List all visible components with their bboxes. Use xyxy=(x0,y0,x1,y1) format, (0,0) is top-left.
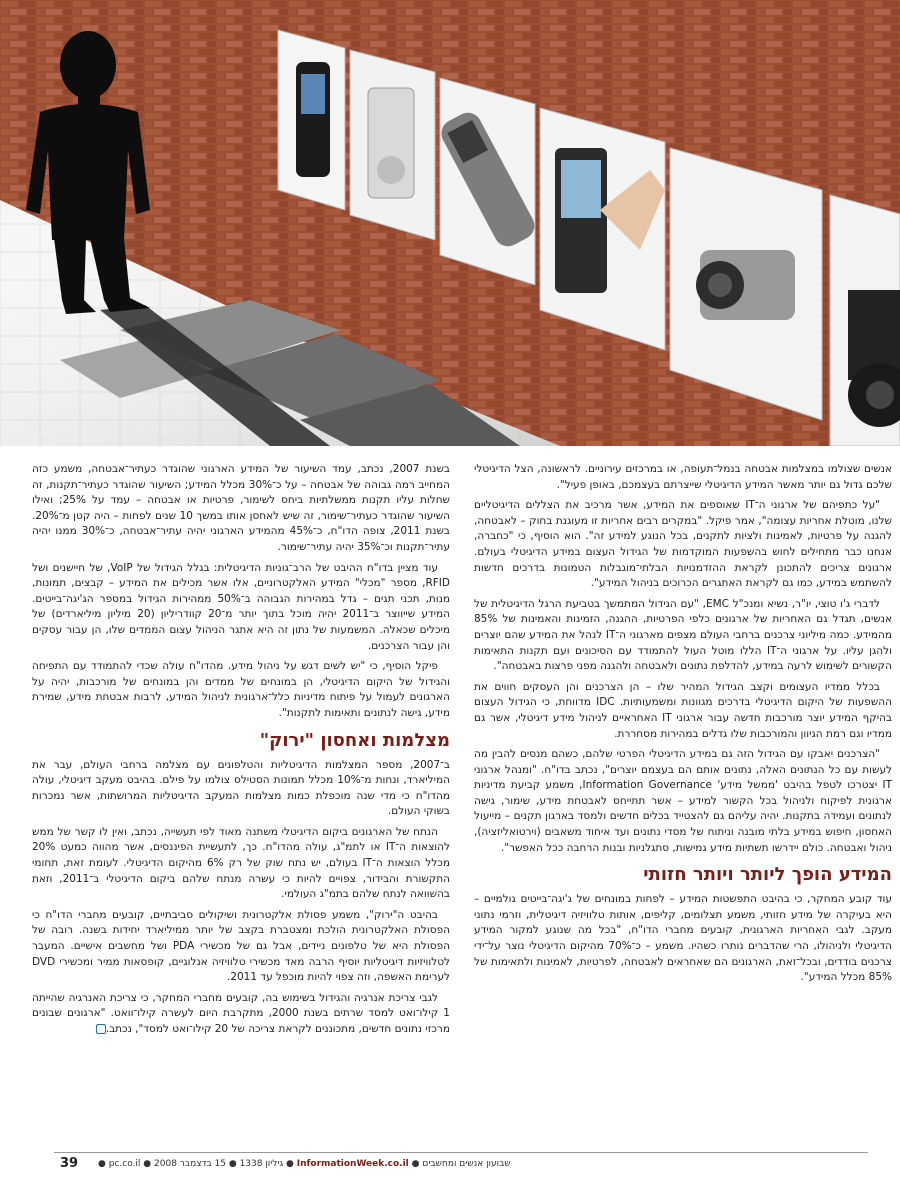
hero-illustration xyxy=(0,0,900,446)
section-heading: המידע הופך ליותר ויותר חזותי xyxy=(643,864,892,886)
paragraph: אנשים שצולמו במצלמות אבטחה בנמל־תעופה, או במרכזים עירוניים. לראשונה, הצל הדיגיטלי שלכם גדול גם יותר מאשר המידע הדיגיטלי שייצרתם בעצמכם, באופן פעיל". xyxy=(474,463,892,491)
paragraph: עוד מציין בדו"ח ההיבט של הרב־גוניות הדיגיטלית: בגלל הגידול של VoIP, של חיישנים ושל RFID, מספר "מכלי" המידע האלקטרוניים, אלו אשר מכילים את המידע – קבצים, תמונות, מנות, תכני תגים – גדל במהירות הגבוהה ב־50% ממהירות הגידול במספר הג'יגה־בייטים. המידע שייווצר ב־2011 יהיה מוכל בתוך יותר מ־20 קוודריליון (20 מיליון מיליארדים) של מיכלים שכאלה. המשמעות של נתון זה היא אתגר הניהול עצום הממדים שלו, הן עבור עסקים והן עבור הצרכנים. xyxy=(32,561,451,652)
hero-svg xyxy=(0,0,900,446)
article-column-left xyxy=(32,462,450,1043)
paragraph: בכלל ממדיו העצומים וקצב הגידול המהיר שלו – הן הצרכנים והן העסקים חווים את ההשפעות של היקום הדיגיטלי בדרכים מגוונות ומשמעותיות. IDC מדווחת, כי הגידול העצום בהיקף המידע יוצר מורכבות חדשה עבור ארגוני IT האחראיים לניהול מידע דיגיטלי, אשר גם ממדיו וגם רמת הגיוון והמורכבות שלו גדלים במהירות מסחררת. xyxy=(474,680,892,740)
site-pc[interactable]: pc.co.il xyxy=(108,1159,141,1169)
publication-name: שבועון אנשים ומחשבים xyxy=(422,1159,511,1169)
paragraph: לדברי ג'ו טוצי, יו"ר, נשיא ומנכ"ל EMC, "עם הגידול המתמשך בטביעת הרגל הדיגיטלית של אנשים, תגדל גם האחריות של ארגונים כלפי הפרטיות, ההגנה, הזמינות והאמינות של 85% מהמידע. כמה מיליוני צרכנים ברחבי העולם מצפים מארגוני ה־IT לנהל את המידע שהם יוצרים ולהגן עליו. על ארגוני ה־IT הללו מוטל העול להתמודד עם הסיכונים ועם תקנות התאימות הקשורים לשימוש לרעה במידע, להדלפת נתונים ולאבטחה ולהגנה מפני פרצות באבטחה". xyxy=(474,597,893,673)
separator: ● xyxy=(143,1159,152,1169)
paragraph: ב־2007, מספר המצלמות הדיגיטליות והטלפונים עם מצלמה ברחבי העולם, עבר את המיליארד, ונחות מ־10% מכלל תמונות הסטילס צולמו על פילם. בהיבט מעקב דיגיטלי, עולה מהדו"ח כי מדי שנה מוכפלת כמות מצלמות המעקב הדיגיטליות המרושתות, אשר נמכרות בשוקי העולם. xyxy=(32,758,450,818)
paragraph-text: לגבי צריכת אנרגיה והגידול בשימוש בה, קובעים מחברי המחקר, כי צריכת האנרגיה שהייתה 1 קילו־ואט למסד שרתים בשנת 2000, מתקרבת היום לעשרה קילו־וואט. "ארגונים שבונים מרכזי נתונים חדשים, מתכוננים לקראת צריכה של 20 קילו־ואט למסד", נכתב. xyxy=(32,991,450,1035)
footer-meta xyxy=(98,1159,511,1169)
paragraph: "הצרכנים יאבקו עם הגידול הזה גם במידע הדיגיטלי הפרטי שלהם, כשהם מנסים להבין מה לעשות עם כל הנתונים האלה, נתונים אותם הם בעצמם יוצרים", נכתב בדו"ח. "ומנהל ארגוני IT יצטרכו לטפל בהיבט 'ממשל מידע' Information Governance, משמע קביעת מדיניות ארגונית לפיקוח ולניהול בכל הקשור למידע – אשר תתייחס לאבטחת מידע, שימור, גישה לנתונים ועמידה בתקנות. יהיה עליהם גם להצטייד בכלים חדשים ולמסד בארגון תקנים – מייעול האחסון, חיפוש במידע בלתי מובנה וניתוח של מסדי נתונים ועד איחוד משאבים (וירטואליזציה), ניהול ואבטחה. כולם יידרשו תשתיות מידע גמישות, סתגלניות ובנות הרחבה ככל האפשר". xyxy=(474,748,892,854)
end-of-article-icon xyxy=(96,1024,106,1034)
article-column-right xyxy=(474,462,892,991)
issue-number: גיליון 1338 xyxy=(239,1159,284,1169)
page-footer xyxy=(0,1152,900,1176)
paragraph: פיקל הוסיף, כי "יש לשים דגש על ניהול מידע. מהדו"ח עולה שכדי להתמודד עם התפיחה והגידול של היקום הדיגיטלי, הן במונחים של ממדים והן במונחים של מורכבות, יהיה על הארגונים לעמול על פיתוח מדיניות כלל־ארגונית לניהול המידע, לרבות אבטחת מידע, שמירת מידע, גישה לנתונים ותאימות לתקנות". xyxy=(32,660,450,719)
paragraph: הנתח של הארגונים ביקום הדיגיטלי משתנה מאוד לפי תעשייה, נכתב, ואין לו קשר של ממש להוצאות ה־IT או לתמ"ג, עולה מהדו"ח. כך, לתעשיית הפיננסים, אשר מהווה כמעט 20% מכלל הוצאות ה־IT בעולם, יש נתח שוק של רק 6% מהיקום הדיגיטלי. לעומת זאת, תחומי התקשורת והבידור, צפויים להיות כי עשרה מנתח שלהם ביקום הדיגיטלי ב־2011, וזאת בהשוואה לנתח שלהם בתמ"ג העולמי. xyxy=(32,825,450,901)
paragraph: בהיבט ה"ירוק", משמע פסולת אלקטרונית ושיקולים סביבתיים, קובעים מחברי הדו"ח כי הפסולת האלקטרונית הולכת ומצטברת בקצב של יותר ממיליארד יחידות בשנה. רובה של הפסולת היא של טלפונים ניידים, אבל גם של מכשירי PDA ושל מחשבים אישיים. המעבר לטלוויזיות דיגיטליות יוסיף הרבה מאד מכשירי טלוויזיה אנלוגיים, קופסאות ממיר ומכשירי DVD לערימת האשפה, וזה צפוי להיות מוכפל עד 2011. xyxy=(32,908,450,984)
site-informationweek[interactable]: InformationWeek.co.il xyxy=(296,1159,409,1169)
separator: ● xyxy=(228,1159,237,1169)
paragraph: עוד קובע המחקר, כי בהיבט התפשטות המידע – לפחות במונחים של ג'יגה־בייטים גולמיים – היא בעיקרה של מידע חזותי, משמע תצלומים, קליפים, אותות טלוויזיה דיגיטלית, וזרמי נתוני מעקב. לגבי האחריות הארגונית, קובעים מחברי הדו"ח, "בכל מה שנוגע למקור המידע הדיגיטלי ולניהולו, הרי שהדברים נותרו כשהיו. משמע – כ־70% מהיקום הדיגיטלי נוצר על־ידי צרכנים בודדים, ובכל־זאת, הארגונים הם שאחראים לאבטחה, לפרטיות, לאמינות ולתאימות של 85% מכלל המידע". xyxy=(474,893,892,984)
paragraph xyxy=(32,991,450,1038)
separator: ● xyxy=(98,1159,106,1169)
page-number: 39 xyxy=(60,1156,79,1171)
paragraph: "על כתפיהם של ארגוני ה־IT שאוספים את המידע, אשר מרכיב את הצללים הדיגיטליים שלנו, מוטלת אחריות עצומה", אמר פיקל. "במקרים רבים אחריות זו מעוגנת בחוק – לאבטחה, להגנה על פרטיות, לאמינות ולציות לתקנים, בכל הנוגע למידע זה". הוא הוסיף, כי "כחברה, אנחנו כבר מתחילים לחוש בהשפעות המוקדמות של הגידול העצום במידע הדיגיטלי בעולם. ארגונים צריכים להתכונן לקראת ההזדמנויות הבלתי־מוגבלות הטמונות בדרכים חדשות להשתמש במידע, כמו גם לקראת האתגרים הכרוכים בניהול המידע". xyxy=(474,499,892,590)
issue-date: 15 בדצמבר 2008 xyxy=(154,1159,226,1169)
footer-rule xyxy=(54,1152,868,1153)
paragraph: בשנת 2007, נכתב, עמד השיעור של המידע הארגוני שהוגדר כעתיר־אבטחה, משמע כזה המחייב רמה גבוהה של אבטחה – על כ־30% מכלל המידע; השיעור שהוגדר כעתיר־תקנות, זה שחלות עליו תקנות ממשלתיות ביחס לשימור, פרטיות או אבטחה – עמד על 25%; ואילו השיעור שהוגדר כעתיר־שימור, זה שיש לאחסן אותו במשך 10 שנים לפחות – היה קטן מ־20%. בשנת 2011, צופה הדו"ח, כ־45% מהמידע הארגוני יהיה עתיר־אבטחה, כ־30% ממנו יהיה עתיר־תקנות וכ־35% יהיה עתיר־שימור. xyxy=(32,463,451,553)
section-heading: מצלמות ואחסון "ירוק" xyxy=(259,729,450,751)
separator: ● xyxy=(285,1159,294,1169)
separator: ● xyxy=(411,1159,420,1169)
